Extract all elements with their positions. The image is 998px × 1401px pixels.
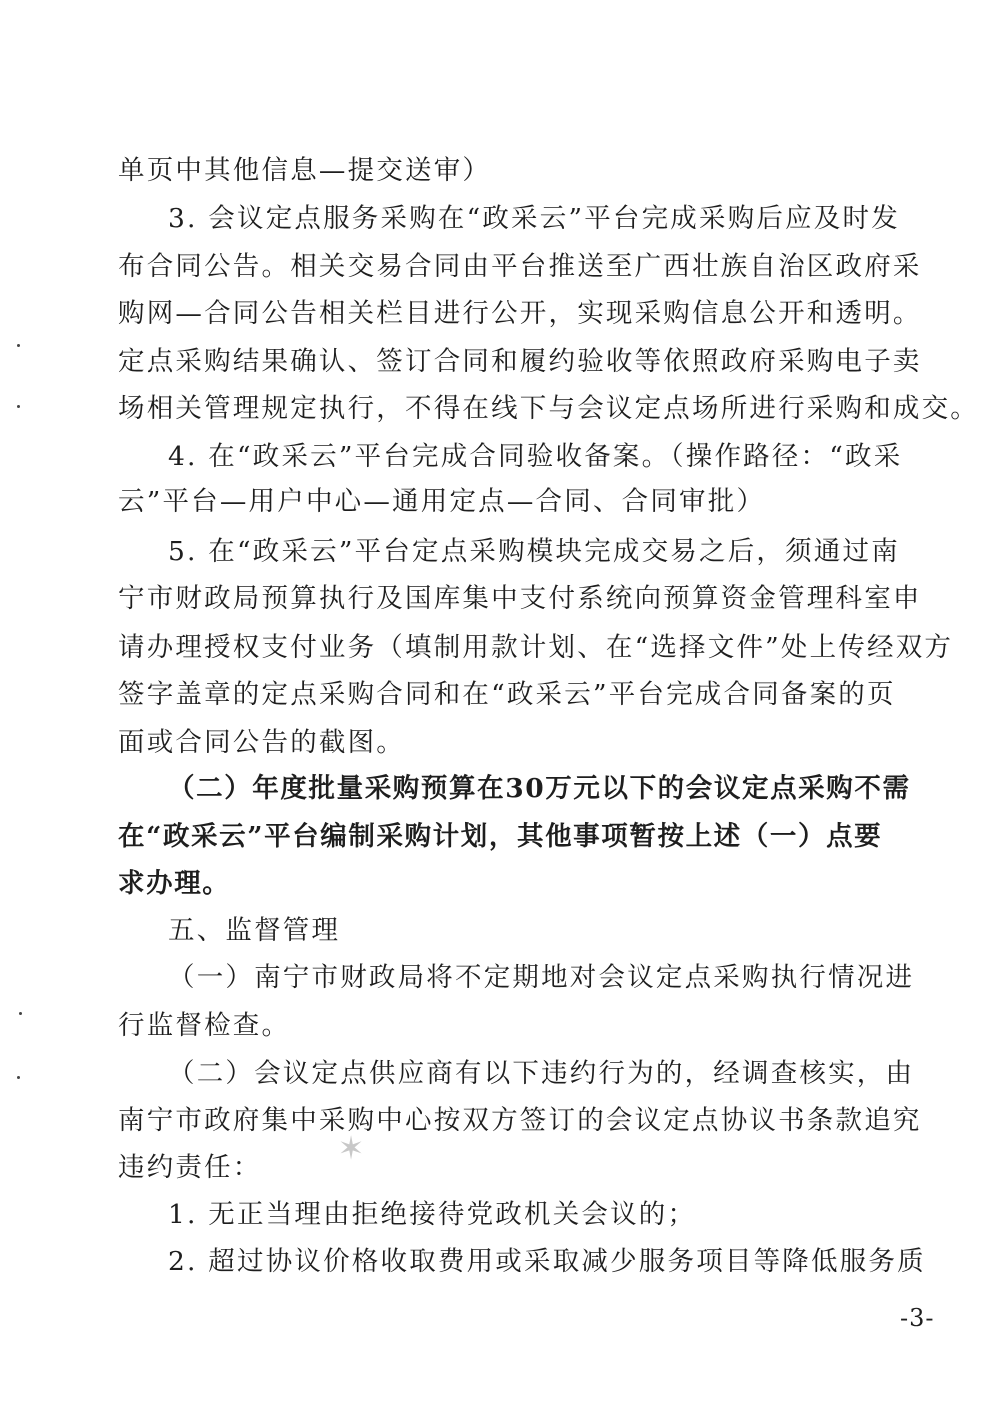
scan-speck bbox=[17, 405, 20, 408]
text-line-20: 2. 超过协议价格收取费用或采取减少服务项目等降低服务质 bbox=[168, 1246, 926, 1277]
text-line-11: 请办理授权支付业务（填制用款计划、在“选择文件”处上传经双方 bbox=[118, 632, 954, 663]
text-line-2: 3. 会议定点服务采购在“政采云”平台完成采购后应及时发 bbox=[168, 203, 900, 234]
scan-speck bbox=[17, 344, 20, 347]
scan-speck bbox=[19, 1012, 22, 1015]
scan-speck bbox=[17, 1076, 20, 1079]
text-line-10: 宁市财政局预算执行及国库集中支付系统向预算资金管理科室申 bbox=[118, 583, 922, 614]
section-heading: 五、监督管理 bbox=[168, 915, 341, 946]
text-line-15: 行监督检查。 bbox=[118, 1010, 291, 1041]
text-line-17: 南宁市政府集中采购中心按双方签订的会议定点协议书条款追究 bbox=[118, 1105, 922, 1136]
text-line-7: 4. 在“政采云”平台完成合同验收备案。（操作路径：“政采 bbox=[168, 441, 903, 472]
text-line-14: （一）南宁市财政局将不定期地对会议定点采购执行情况进 bbox=[168, 962, 915, 993]
text-line-16: （二）会议定点供应商有以下违约行为的，经调查核实，由 bbox=[168, 1058, 915, 1089]
text-line-9: 5. 在“政采云”平台定点采购模块完成交易之后，须通过南 bbox=[168, 536, 900, 567]
bold-line-2: 在“政采云”平台编制采购计划，其他事项暂按上述（一）点要 bbox=[118, 821, 883, 852]
text-line-19: 1. 无正当理由拒绝接待党政机关会议的； bbox=[168, 1199, 697, 1230]
text-line-1: 单页中其他信息—提交送审） bbox=[118, 155, 492, 186]
text-line-5: 定点采购结果确认、签订合同和履约验收等依照政府采购电子卖 bbox=[118, 346, 922, 377]
faint-mark: ✶ bbox=[337, 1129, 365, 1167]
text-line-8: 云”平台—用户中心—通用定点—合同、合同审批） bbox=[118, 486, 766, 517]
page-number: -3- bbox=[900, 1304, 935, 1332]
text-line-6: 场相关管理规定执行，不得在线下与会议定点场所进行采购和成交。 bbox=[118, 393, 979, 424]
text-line-13: 面或合同公告的截图。 bbox=[118, 727, 405, 758]
text-line-18: 违约责任： bbox=[118, 1152, 262, 1183]
bold-line-1: （二）年度批量采购预算在30万元以下的会议定点采购不需 bbox=[168, 773, 911, 804]
text-line-4: 购网—合同公告相关栏目进行公开，实现采购信息公开和透明。 bbox=[118, 298, 922, 329]
text-line-3: 布合同公告。相关交易合同由平台推送至广西壮族自治区政府采 bbox=[118, 251, 922, 282]
bold-line-3: 求办理。 bbox=[118, 868, 231, 899]
text-line-12: 签字盖章的定点采购合同和在“政采云”平台完成合同备案的页 bbox=[118, 679, 896, 710]
